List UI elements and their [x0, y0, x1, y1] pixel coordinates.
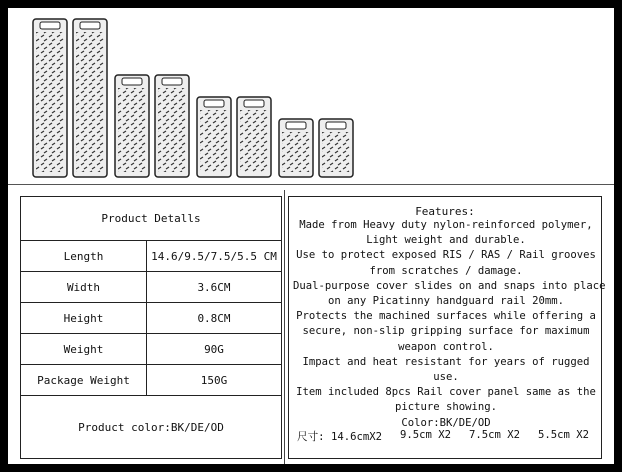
features-title: Features:: [415, 205, 475, 218]
row-value: 150G: [200, 373, 228, 387]
rail-cover-panel: [114, 74, 150, 178]
feature-line: Made from Heavy duty nylon-reinforced polymer,: [299, 219, 593, 231]
feature-line: Dual-purpose cover slides on and snaps into place: [293, 279, 606, 292]
table-header-row: [21, 197, 281, 241]
feature-line: Protects the machined surfaces while offering a: [296, 310, 596, 323]
row-label: Height: [21, 303, 147, 333]
size-list: [297, 429, 597, 444]
feature-line: weapon control.: [398, 340, 494, 353]
rail-cover-panel: [196, 96, 232, 178]
product-photo: [8, 8, 614, 184]
table-row: [21, 303, 281, 334]
row-label: Length: [21, 241, 147, 271]
product-color: Product color:BK/DE/OD: [78, 420, 224, 434]
color-row: [21, 396, 281, 458]
table-row: [21, 241, 281, 272]
feature-line: on any Picatinny handguard rail 20mm.: [328, 295, 564, 308]
features-list: [293, 218, 606, 431]
row-label: Width: [21, 272, 147, 302]
feature-line: picture showing.: [394, 401, 498, 414]
rail-cover-panel: [72, 18, 108, 178]
rail-cover-panel: [32, 18, 68, 178]
size-item: 7.5cm X2: [469, 429, 521, 441]
row-value: 0.8CM: [197, 311, 231, 325]
row-label: Package Weight: [21, 365, 147, 395]
rail-cover-panel: [236, 96, 272, 178]
column-divider: [284, 190, 285, 464]
feature-line: Color:BK/DE/OD: [401, 416, 491, 429]
rail-cover-panel: [154, 74, 190, 178]
row-value: 14.6/9.5/7.5/5.5 CM: [151, 249, 277, 263]
rail-cover-panel: [278, 118, 314, 178]
table-row: [21, 272, 281, 303]
table-header: Product Detalls: [101, 212, 201, 225]
features-box: [288, 196, 606, 459]
feature-line: use.: [433, 371, 459, 384]
feature-line: Item included 8pcs Rail cover panel same as the: [296, 386, 596, 399]
feature-line: Light weight and durable.: [366, 234, 526, 247]
row-value: 3.6CM: [197, 280, 231, 294]
product-details-table: [20, 196, 282, 459]
size-item: 9.5cm X2: [399, 429, 451, 441]
table-row: [21, 365, 281, 396]
feature-line: Impact and heat resistant for years of rugged: [302, 355, 590, 368]
size-item: 5.5cm X2: [538, 429, 590, 441]
divider: [8, 184, 614, 185]
rail-cover-panel: [318, 118, 354, 178]
product-sheet: [8, 8, 614, 464]
feature-line: from scratches / damage.: [369, 264, 523, 277]
table-row: [21, 334, 281, 365]
row-value: 90G: [204, 342, 224, 356]
size-item: 尺寸: 14.6cmX2: [297, 431, 382, 443]
row-label: Weight: [21, 334, 147, 364]
feature-line: Use to protect exposed RIS / RAS / Rail grooves: [296, 249, 596, 262]
feature-line: secure, non-slip gripping surface for maximum: [302, 325, 590, 338]
